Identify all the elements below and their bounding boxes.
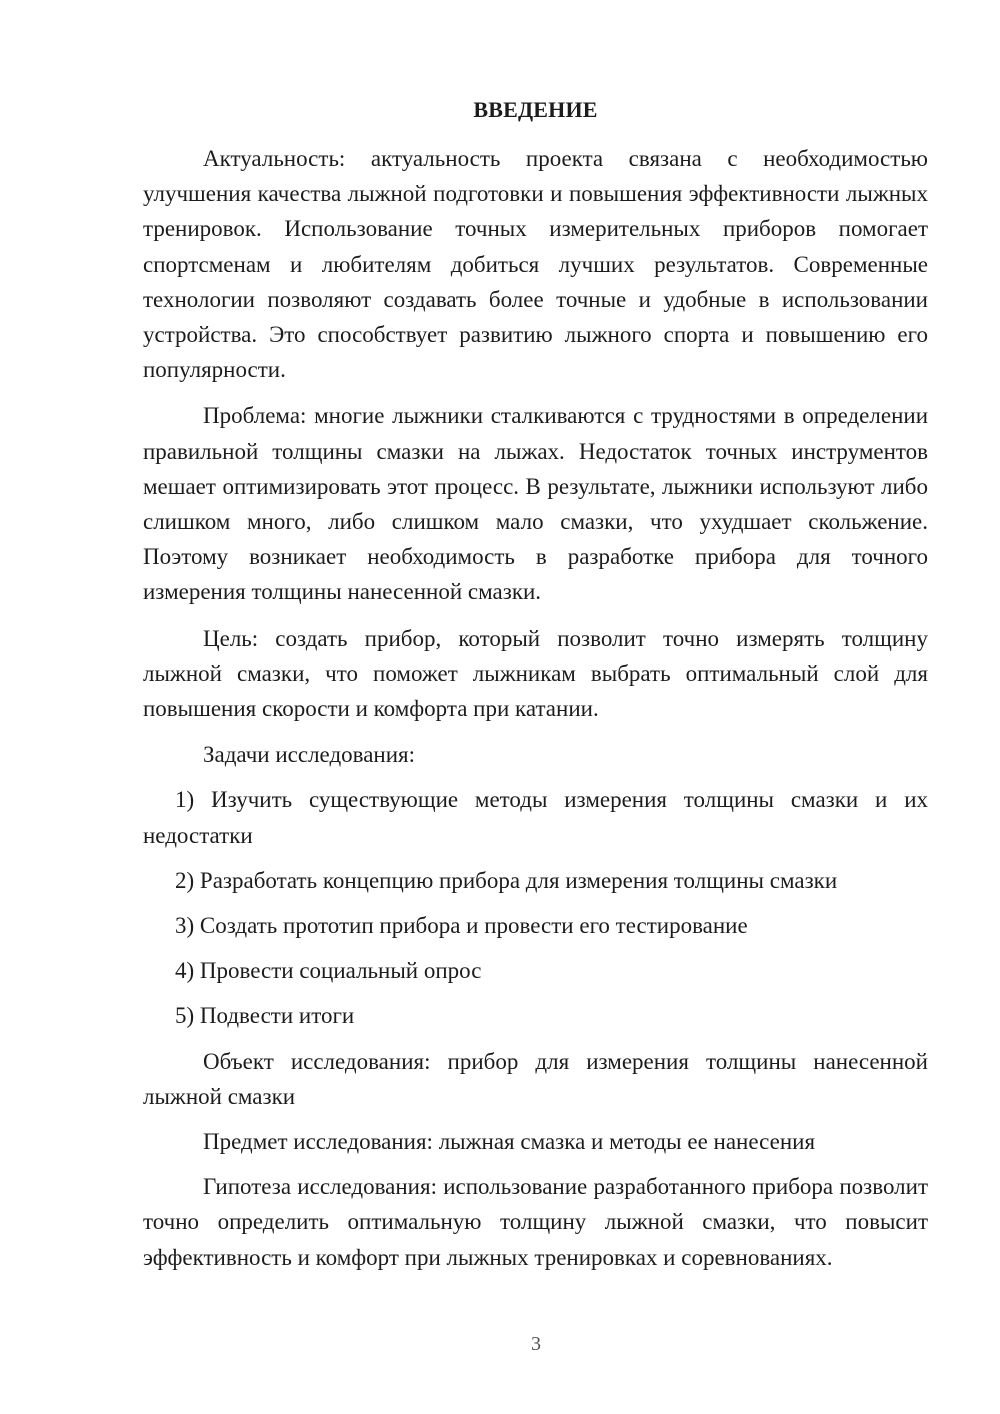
goal-paragraph: Цель: создать прибор, который позволит точно измерять толщину лыжной смазки, что поможет лыжникам выбрать оптимальный слой для повышения скорости и комфорта при катании. bbox=[143, 625, 928, 722]
relevance-paragraph: Актуальность: актуальность проекта связана с необходимостью улучшения качества лыжной подготовки и повышения эффективности лыжных тренировок. Использование точных измерительных приборов помогает спортсменам и любителям добиться лучших результатов. Современные технологии позволяют создавать более точные и удобные в использовании устройства. Это способствует развитию лыжного спорта и повышению его популярности. bbox=[143, 146, 928, 383]
task-item: 3) Создать прототип прибора и провести его тестирование bbox=[175, 913, 748, 939]
object-paragraph: Объект исследования: прибор для измерения толщины нанесенной лыжной смазки bbox=[143, 1048, 928, 1109]
subject-paragraph: Предмет исследования: лыжная смазка и методы ее нанесения bbox=[203, 1129, 816, 1155]
tasks-list bbox=[143, 782, 928, 1033]
page-content bbox=[143, 93, 928, 1275]
page-number: 3 bbox=[531, 1333, 541, 1355]
task-item: 2) Разработать концепцию прибора для измерения толщины смазки bbox=[175, 867, 838, 893]
task-item: 1) Изучить существующие методы измерения толщины смазки и их недостатки bbox=[143, 787, 928, 848]
problem-paragraph: Проблема: многие лыжники сталкиваются с трудностями в определении правильной толщины смазки на лыжах. Недостаток точных инструментов мешает оптимизировать этот процесс. В результате, лыжники используют либо слишком много, либо слишком мало смазки, что ухудшает скольжение. Поэтому возникает необходимость в разработке прибора для точного измерения толщины нанесенной смазки. bbox=[143, 403, 928, 605]
task-item: 5) Подвести итоги bbox=[175, 1003, 355, 1029]
page-title: ВВЕДЕНИЕ bbox=[473, 97, 598, 122]
hypothesis-paragraph: Гипотеза исследования: использование разработанного прибора позволит точно определить оптимальную толщину лыжной смазки, что повысит эффективность и комфорт при лыжных тренировках и соревнованиях. bbox=[143, 1174, 928, 1270]
tasks-heading: Задачи исследования: bbox=[203, 742, 416, 768]
task-item: 4) Провести социальный опрос bbox=[175, 958, 482, 984]
